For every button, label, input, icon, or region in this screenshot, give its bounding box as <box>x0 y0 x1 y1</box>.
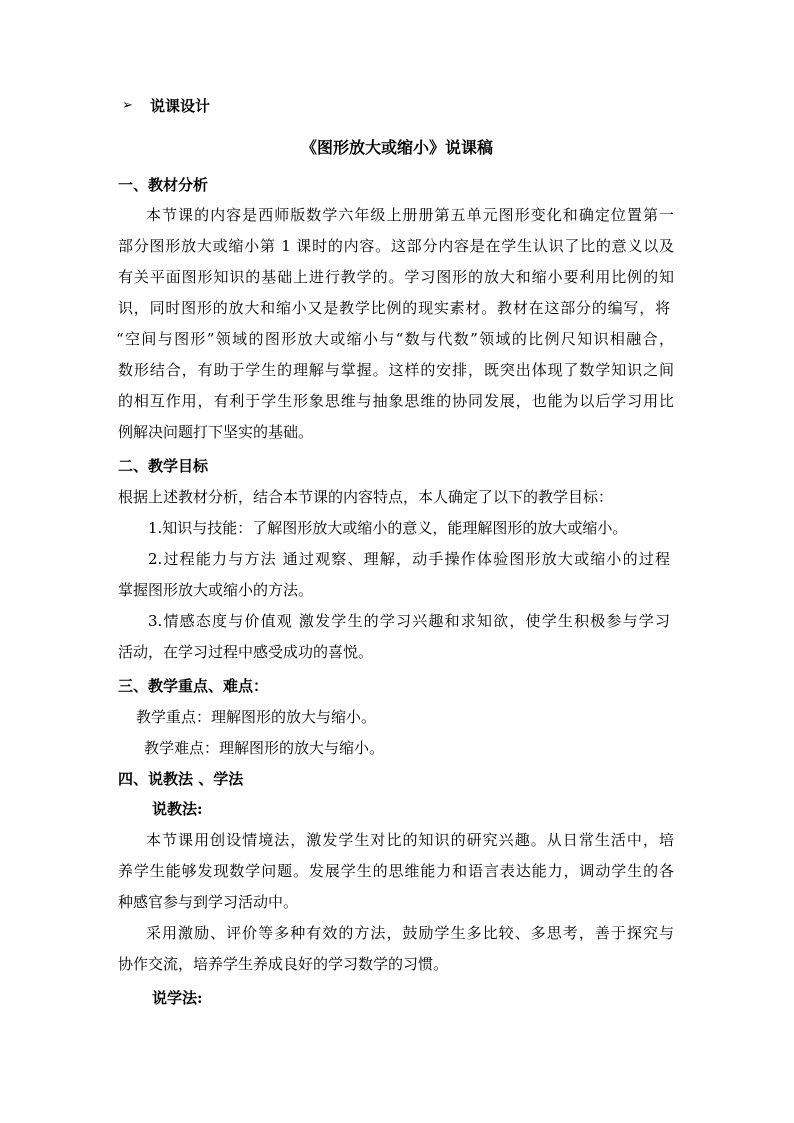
goal-process-line: 2.过程能力与方法 通过观察、理解，动手操作体验图形放大或缩小的过程 <box>148 550 670 568</box>
learning-method-heading: 说学法: <box>152 989 203 1007</box>
heading-methods: 四、说教法 、学法 <box>118 770 244 788</box>
heading-textbook-analysis: 一、教材分析 <box>118 176 209 194</box>
teaching-method-heading: 说教法: <box>152 800 203 818</box>
paragraph-line: 本节课的内容是西师版数学六年级上册册第五单元图形变化和确定位置第一 <box>146 206 674 224</box>
document-title: 《图形放大或缩小》说课稿 <box>300 138 493 157</box>
paragraph-line: 种感官参与到学习活动中。 <box>118 893 299 911</box>
paragraph-line: 有关平面图形知识的基础上进行教学的。学习图形的放大和缩小要利用比例的知 <box>118 268 674 286</box>
paragraph-line: 养学生能够发现数学问题。发展学生的思维能力和语言表达能力，调动学生的各 <box>118 862 674 880</box>
arrow-bullet-icon: ➢ <box>122 98 133 113</box>
paragraph-line: 采用激励、评价等多种有效的方法，鼓励学生多比较、多思考，善于探究与 <box>146 924 674 942</box>
goal-knowledge: 1.知识与技能：了解图形放大或缩小的意义，能理解图形的放大或缩小。 <box>148 519 628 537</box>
goal-emotion-line: 3.情感态度与价值观 激发学生的学习兴趣和求知欲，使学生积极参与学习 <box>148 612 670 630</box>
paragraph-line: 识，同时图形的放大和缩小又是教学比例的现实素材。教材在这部分的编写，将 <box>118 299 670 317</box>
paragraph-line: 的相互作用，有利于学生形象思维与抽象思维的协同发展，也能为以后学习用比 <box>118 392 674 410</box>
heading-teaching-goals: 二、教学目标 <box>118 457 209 475</box>
paragraph-line: 部分图形放大或缩小第 1 课时的内容。这部分内容是在学生认识了比的意义以及 <box>118 237 674 255</box>
heading-key-points: 三、教学重点、难点： <box>118 677 269 695</box>
section-label: 说课设计 <box>150 97 211 115</box>
paragraph-line: 例解决问题打下坚实的基础。 <box>118 423 314 441</box>
goal-emotion-line: 活动，在学习过程中感受成功的喜悦。 <box>118 643 374 661</box>
paragraph-line: 本节课用创设情境法，激发学生对比的知识的研究兴趣。从日常生活中，培 <box>146 831 674 849</box>
paragraph-line: “空间与图形”领域的图形放大或缩小与“数与代数”领域的比例尺知识相融合， <box>116 330 674 348</box>
goals-intro: 根据上述教材分析，结合本节课的内容特点，本人确定了以下的教学目标： <box>118 488 614 506</box>
key-point: 教学重点：理解图形的放大与缩小。 <box>136 708 377 726</box>
paragraph-line: 数形结合，有助于学生的理解与掌握。这样的安排，既突出体现了数学知识之间 <box>118 361 674 379</box>
goal-process-line: 掌握图形放大或缩小的方法。 <box>118 581 314 599</box>
paragraph-line: 协作交流，培养学生养成良好的学习数学的习惯。 <box>118 955 449 973</box>
difficult-point: 教学难点：理解图形的放大与缩小。 <box>144 739 385 757</box>
